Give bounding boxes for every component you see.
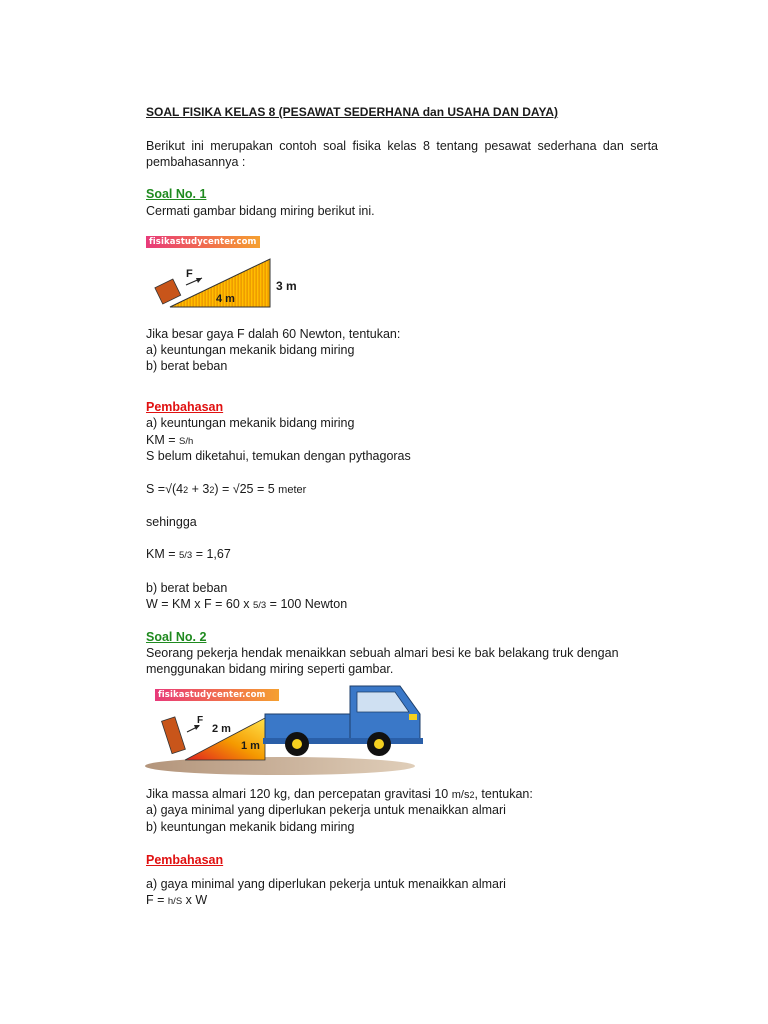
soal-1-question-intro: Jika besar gaya F dalah 60 Newton, tentukan: bbox=[146, 327, 401, 341]
soal-1-question-b: b) berat beban bbox=[146, 359, 228, 373]
figure-2-logo: fisikastudycenter.com bbox=[155, 689, 279, 701]
pembahasan-1-heading: Pembahasan bbox=[146, 400, 224, 414]
figure-2-slope-label: 2 m bbox=[212, 723, 231, 735]
pembahasan-2-a-label: a) gaya minimal yang diperlukan pekerja untuk menaikkan almari bbox=[146, 877, 506, 891]
figure-2-height-label: 1 m bbox=[241, 740, 260, 752]
soal-2-heading: Soal No. 2 bbox=[146, 630, 207, 644]
document-title: SOAL FISIKA KELAS 8 (PESAWAT SEDERHANA dan USAHA DAN DAYA) bbox=[146, 105, 559, 119]
s-note: S belum diketahui, temukan dengan pythagoras bbox=[146, 449, 411, 463]
pembahasan-1-b-label: b) berat beban bbox=[146, 581, 228, 595]
figure-1-force-label: F bbox=[186, 268, 193, 280]
w-result: W = KM x F = 60 x 5/3 = 100 Newton bbox=[146, 597, 348, 611]
sehingga-text: sehingga bbox=[146, 515, 197, 529]
load-block bbox=[155, 279, 181, 304]
f-formula: F = h/S x W bbox=[146, 893, 208, 907]
soal-2-question-b: b) keuntungan mekanik bidang miring bbox=[146, 820, 355, 834]
soal-1-heading: Soal No. 1 bbox=[146, 187, 207, 201]
soal-1-text: Cermati gambar bidang miring berikut ini. bbox=[146, 204, 375, 218]
figure-1-base-label: 4 m bbox=[216, 293, 235, 305]
soal-2-question-a: a) gaya minimal yang diperlukan pekerja untuk menaikkan almari bbox=[146, 803, 506, 817]
s-equation: S =√(42 + 32) = √25 = 5 meter bbox=[146, 482, 307, 496]
truck bbox=[263, 686, 423, 756]
km-formula-line: KM = S/h bbox=[146, 433, 194, 447]
soal-1-question-a: a) keuntungan mekanik bidang miring bbox=[146, 343, 355, 357]
soal-2-question-intro: Jika massa almari 120 kg, dan percepatan gravitasi 10 m/s2, tentukan: bbox=[146, 787, 533, 801]
pembahasan-2-heading: Pembahasan bbox=[146, 853, 224, 867]
figure-1-logo: fisikastudycenter.com bbox=[146, 236, 260, 248]
pembahasan-1-a-label: a) keuntungan mekanik bidang miring bbox=[146, 416, 355, 430]
intro-paragraph: Berikut ini merupakan contoh soal fisika kelas 8 tentang pesawat sederhana dan serta pembahasannya : bbox=[146, 139, 658, 169]
figure-1-height-label: 3 m bbox=[276, 279, 297, 293]
soal-2-text: Seorang pekerja hendak menaikkan sebuah almari besi ke bak belakang truk dengan menggunakan bidang miring seperti gambar. bbox=[146, 646, 619, 676]
figure-2-truck-ramp bbox=[145, 684, 435, 780]
almari-block bbox=[162, 717, 186, 754]
km-result: KM = 5/3 = 1,67 bbox=[146, 547, 231, 561]
figure-2-force-label: F bbox=[197, 715, 204, 726]
